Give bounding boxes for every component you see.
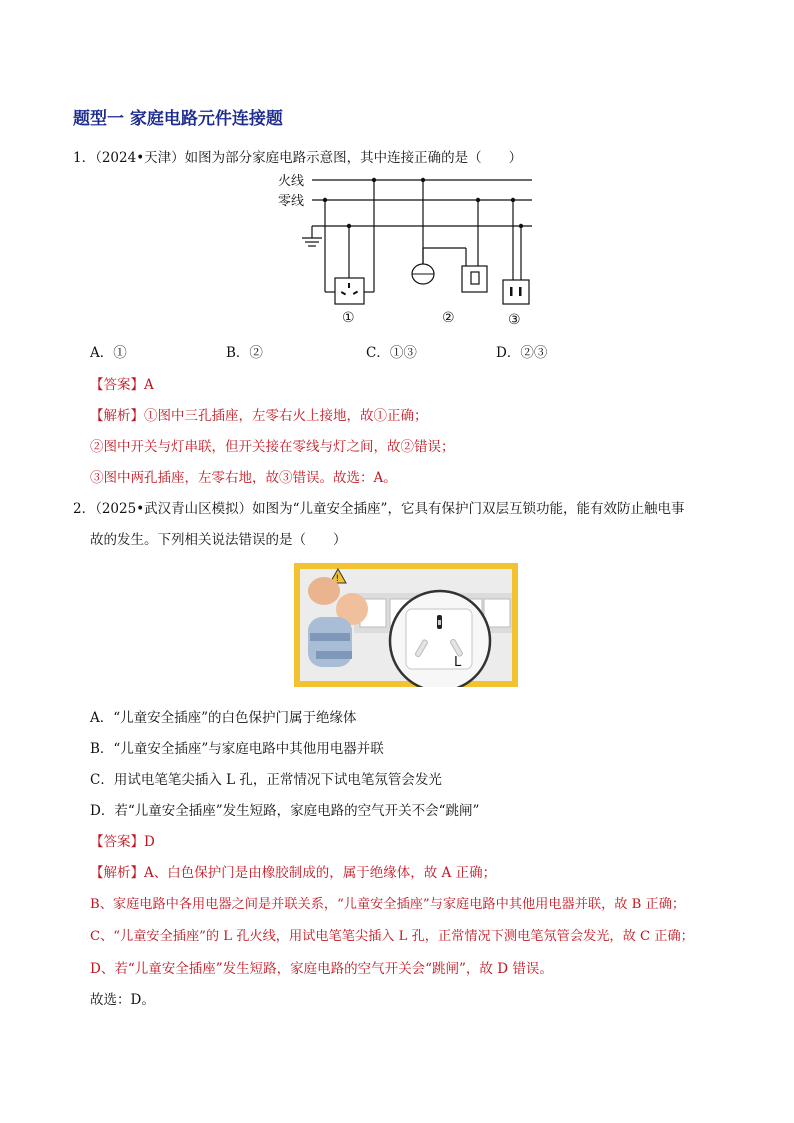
three-hole-socket <box>323 178 376 304</box>
q1-analysis-label: 【解析】 <box>90 408 144 424</box>
q2-analysis-line-1: 【解析】A、白色保护门是由橡胶制成的，属于绝缘体，故 A 正确； <box>90 865 497 881</box>
q1-answer-value: A <box>144 377 154 393</box>
diagram-label-1: ① <box>342 310 355 326</box>
q1-option-c: C．①③ <box>366 345 417 361</box>
q2-answer-value: D <box>144 834 155 850</box>
q2-option-d: D．若“儿童安全插座”发生短路，家庭电路的空气开关不会“跳闸” <box>90 803 480 819</box>
live-wire-label: 火线 <box>278 174 305 189</box>
diagram-label-3: ③ <box>508 312 521 328</box>
section-title: 题型一 家庭电路元件连接题 <box>73 109 283 129</box>
q1-answer-label: 【答案】 <box>90 377 144 393</box>
q1-stem: 1．（2024•天津）如图为部分家庭电路示意图，其中连接正确的是（ ） <box>73 150 523 166</box>
q2-analysis-line-3: C、“儿童安全插座”的 L 孔火线，用试电笔笔尖插入 L 孔，正常情况下测电笔氖管会发光，故 C 正确； <box>90 929 694 944</box>
q2-option-b: B．“儿童安全插座”与家庭电路中其他用电器并联 <box>90 741 384 757</box>
q2-analysis-label: 【解析】 <box>90 865 144 881</box>
diagram-label-2: ② <box>442 310 455 326</box>
q2-answer <box>90 830 155 850</box>
ground-symbol <box>302 226 322 246</box>
q2-stem-line-2: 故的发生。下列相关说法错误的是（ ） <box>90 532 347 548</box>
q2-stem-line-1: 2．（2025•武汉青山区模拟）如图为“儿童安全插座”，它具有保护门双层互锁功能，能有效防止触电事 <box>73 501 685 517</box>
child-safety-socket-photo <box>294 563 518 687</box>
q1-analysis-line-3: ③图中两孔插座，左零右地，故③错误。故选：A。 <box>90 470 397 486</box>
q2-conclusion: 故选：D。 <box>90 992 155 1008</box>
socket-l-label: L <box>454 655 462 670</box>
neutral-wire-label: 零线 <box>278 194 305 209</box>
two-hole-socket <box>503 198 529 304</box>
q2-answer-label: 【答案】 <box>90 834 144 850</box>
q2-option-a: A．“儿童安全插座”的白色保护门属于绝缘体 <box>90 710 357 726</box>
q1-analysis-line-1: 【解析】①图中三孔插座，左零右火上接地，故①正确； <box>90 408 428 424</box>
q1-option-d: D．②③ <box>496 345 548 361</box>
svg-text:!: ! <box>335 574 340 584</box>
q1-option-a: A．① <box>90 345 127 361</box>
q2-analysis-line-4: D、若“儿童安全插座”发生短路，家庭电路的空气开关会“跳闸”，故 D 错误。 <box>90 961 553 977</box>
q2-option-c: C．用试电笔笔尖插入 L 孔，正常情况下试电笔氖管会发光 <box>90 772 442 788</box>
q1-answer <box>90 373 154 393</box>
q1-option-b: B．② <box>226 345 263 361</box>
q1-analysis-line-2: ②图中开关与灯串联，但开关接在零线与灯之间，故②错误； <box>90 439 455 455</box>
q2-analysis-line-2: B、家庭电路中各用电器之间是并联关系，“儿童安全插座”与家庭电路中其他用电器并联，故 B 正确； <box>90 897 686 912</box>
q1-circuit-diagram <box>270 168 540 330</box>
lamp-and-switch <box>412 178 487 292</box>
